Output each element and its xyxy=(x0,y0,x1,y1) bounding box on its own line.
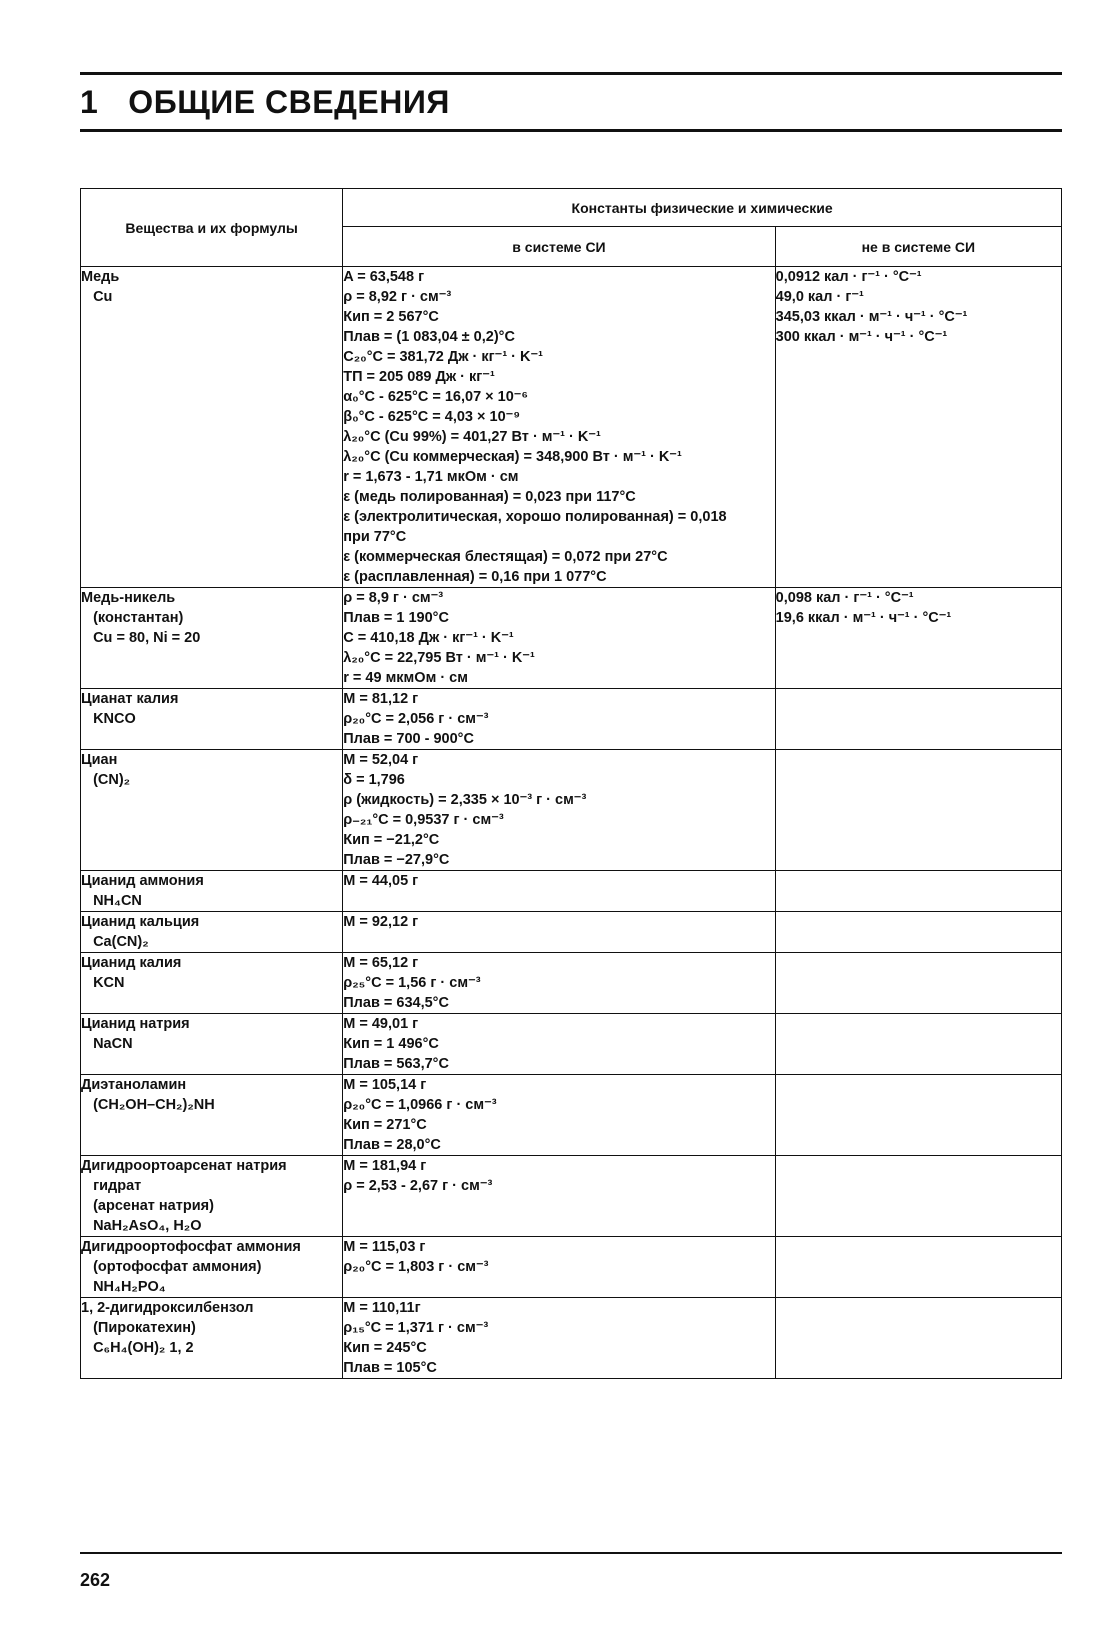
cell-line: Плав = 1 190°C xyxy=(343,610,449,626)
non-si-cell xyxy=(775,1237,1061,1298)
cell-line: M = 92,12 г xyxy=(343,914,419,930)
cell-line: Кип = 245°C xyxy=(343,1340,427,1356)
cell-line: Кип = 271°C xyxy=(343,1117,427,1133)
cell-line: ρ₂₅°C = 1,56 г · см⁻³ xyxy=(343,975,481,991)
cell-line: 19,6 ккал · м⁻¹ · ч⁻¹ · °C⁻¹ xyxy=(775,610,952,626)
cell-line: ε (электролитическая, хорошо полированная) = 0,018 xyxy=(343,509,727,525)
si-cell xyxy=(343,953,775,1014)
cell-line: ρ₂₀°C = 1,0966 г · см⁻³ xyxy=(343,1097,497,1113)
cell-line: (CH₂OH–CH₂)₂NH xyxy=(81,1097,215,1113)
substance-cell xyxy=(81,750,343,871)
cell-line: NH₄CN xyxy=(81,893,142,909)
table-row xyxy=(81,1075,1062,1156)
cell-line: C₂₀°C = 381,72 Дж · кг⁻¹ · K⁻¹ xyxy=(343,349,543,365)
cell-line: Плав = −27,9°C xyxy=(343,852,450,868)
non-si-cell xyxy=(775,1156,1061,1237)
cell-line: Плав = 105°C xyxy=(343,1360,437,1376)
cell-line: 0,0912 кал · г⁻¹ · °C⁻¹ xyxy=(775,269,922,285)
table-row xyxy=(81,953,1062,1014)
table-row xyxy=(81,750,1062,871)
non-si-cell xyxy=(775,1014,1061,1075)
chapter-number: 1 xyxy=(80,84,99,120)
cell-line: ρ = 8,92 г · см⁻³ xyxy=(343,289,452,305)
cell-line: M = 110,11г xyxy=(343,1300,421,1316)
cell-line: Цианат калия xyxy=(81,691,179,707)
cell-line: (ортофосфат аммония) xyxy=(81,1259,262,1275)
si-cell xyxy=(343,267,775,588)
non-si-cell xyxy=(775,1075,1061,1156)
substance-cell xyxy=(81,871,343,912)
header-constants: Константы физические и химические xyxy=(343,189,1062,227)
si-cell xyxy=(343,871,775,912)
cell-line: δ = 1,796 xyxy=(343,772,405,788)
substance-cell xyxy=(81,267,343,588)
cell-line: M = 52,04 г xyxy=(343,752,419,768)
header-non-si: не в системе СИ xyxy=(775,227,1061,267)
cell-line: Плав = 700 - 900°C xyxy=(343,731,474,747)
cell-line: λ₂₀°C = 22,795 Вт · м⁻¹ · K⁻¹ xyxy=(343,650,535,666)
table-row xyxy=(81,1014,1062,1075)
table-row xyxy=(81,689,1062,750)
cell-line: ТП = 205 089 Дж · кг⁻¹ xyxy=(343,369,495,385)
table-row xyxy=(81,588,1062,689)
cell-line: ρ = 8,9 г · см⁻³ xyxy=(343,590,444,606)
cell-line: Плав = 563,7°C xyxy=(343,1056,449,1072)
cell-line: ρ₋₂₁°C = 0,9537 г · см⁻³ xyxy=(343,812,504,828)
cell-line: ε (медь полированная) = 0,023 при 117°C xyxy=(343,489,636,505)
cell-line: ρ₁₅°C = 1,371 г · см⁻³ xyxy=(343,1320,489,1336)
si-cell xyxy=(343,588,775,689)
cell-line: KCN xyxy=(81,975,125,991)
cell-line: λ₂₀°C (Cu 99%) = 401,27 Вт · м⁻¹ · K⁻¹ xyxy=(343,429,601,445)
substance-cell xyxy=(81,689,343,750)
cell-line: r = 1,673 - 1,71 мкОм · см xyxy=(343,469,519,485)
si-cell xyxy=(343,1075,775,1156)
table-row xyxy=(81,1237,1062,1298)
cell-line: Медь-никель xyxy=(81,590,176,606)
cell-line: Плав = (1 083,04 ± 0,2)°C xyxy=(343,329,515,345)
table-body xyxy=(81,267,1062,1379)
cell-line: M = 105,14 г xyxy=(343,1077,427,1093)
cell-line: 49,0 кал · г⁻¹ xyxy=(775,289,864,305)
non-si-cell xyxy=(775,953,1061,1014)
si-cell xyxy=(343,912,775,953)
si-cell xyxy=(343,1237,775,1298)
substance-cell xyxy=(81,1014,343,1075)
cell-line: M = 115,03 г xyxy=(343,1239,426,1255)
cell-line: NH₄H₂PO₄ xyxy=(81,1279,166,1295)
chapter-header xyxy=(80,84,450,121)
cell-line: A = 63,548 г xyxy=(343,269,425,285)
cell-line: Плав = 634,5°C xyxy=(343,995,449,1011)
cell-line: ρ = 2,53 - 2,67 г · см⁻³ xyxy=(343,1178,493,1194)
si-cell xyxy=(343,1156,775,1237)
non-si-cell xyxy=(775,689,1061,750)
cell-line: Дигидроортоарсенат натрия xyxy=(81,1158,287,1174)
cell-line: (константан) xyxy=(81,610,184,626)
table-row xyxy=(81,267,1062,588)
header-rule xyxy=(80,129,1062,132)
si-cell xyxy=(343,1298,775,1379)
cell-line: 0,098 кал · г⁻¹ · °C⁻¹ xyxy=(775,590,914,606)
cell-line: M = 81,12 г xyxy=(343,691,419,707)
substance-cell xyxy=(81,1237,343,1298)
table-row xyxy=(81,1298,1062,1379)
page-number: 262 xyxy=(80,1570,111,1590)
non-si-cell xyxy=(775,750,1061,871)
substance-cell xyxy=(81,588,343,689)
table-row xyxy=(81,871,1062,912)
footer-rule xyxy=(80,1552,1062,1554)
cell-line: (арсенат натрия) xyxy=(81,1198,214,1214)
cell-line: ρ₂₀°C = 2,056 г · см⁻³ xyxy=(343,711,489,727)
cell-line: Медь xyxy=(81,269,120,285)
substance-cell xyxy=(81,1298,343,1379)
cell-line: NaCN xyxy=(81,1036,133,1052)
cell-line: (CN)₂ xyxy=(81,772,131,788)
cell-line: Кип = 2 567°C xyxy=(343,309,439,325)
cell-line: ρ (жидкость) = 2,335 × 10⁻³ г · см⁻³ xyxy=(343,792,587,808)
cell-line: при 77°C xyxy=(343,529,407,545)
cell-line: 345,03 ккал · м⁻¹ · ч⁻¹ · °C⁻¹ xyxy=(775,309,968,325)
cell-line: ρ₂₀°C = 1,803 г · см⁻³ xyxy=(343,1259,489,1275)
non-si-cell xyxy=(775,912,1061,953)
chapter-title: ОБЩИЕ СВЕДЕНИЯ xyxy=(128,84,450,120)
cell-line: Цианид аммония xyxy=(81,873,204,889)
cell-line: ε (расплавленная) = 0,16 при 1 077°C xyxy=(343,569,607,585)
cell-line: Цианид калия xyxy=(81,955,182,971)
cell-line: Кип = 1 496°C xyxy=(343,1036,439,1052)
substance-cell xyxy=(81,912,343,953)
cell-line: 300 ккал · м⁻¹ · ч⁻¹ · °C⁻¹ xyxy=(775,329,948,345)
substance-cell xyxy=(81,953,343,1014)
header-si: в системе СИ xyxy=(343,227,775,267)
cell-line: Кип = −21,2°C xyxy=(343,832,440,848)
cell-line: M = 65,12 г xyxy=(343,955,419,971)
constants-table xyxy=(80,188,1062,1379)
cell-line: α₀°C - 625°C = 16,07 × 10⁻⁶ xyxy=(343,389,529,405)
cell-line: Циан xyxy=(81,752,118,768)
cell-line: λ₂₀°C (Cu коммерческая) = 348,900 Вт · м⁻¹ · K⁻¹ xyxy=(343,449,682,465)
header-substances: Вещества и их формулы xyxy=(81,189,343,267)
top-rule xyxy=(80,72,1062,75)
cell-line: Cu xyxy=(81,289,113,305)
cell-line: Цианид кальция xyxy=(81,914,200,930)
cell-line: KNCO xyxy=(81,711,136,727)
cell-line: M = 181,94 г xyxy=(343,1158,427,1174)
cell-line: Диэтаноламин xyxy=(81,1077,187,1093)
si-cell xyxy=(343,750,775,871)
cell-line: (Пирокатехин) xyxy=(81,1320,196,1336)
table-row xyxy=(81,1156,1062,1237)
cell-line: Цианид натрия xyxy=(81,1016,190,1032)
substance-cell xyxy=(81,1075,343,1156)
non-si-cell xyxy=(775,871,1061,912)
non-si-cell xyxy=(775,1298,1061,1379)
cell-line: 1, 2-дигидроксилбензол xyxy=(81,1300,254,1316)
cell-line: Дигидроортофосфат аммония xyxy=(81,1239,301,1255)
cell-line: Cu = 80, Ni = 20 xyxy=(81,630,201,646)
si-cell xyxy=(343,689,775,750)
cell-line: β₀°C - 625°C = 4,03 × 10⁻⁹ xyxy=(343,409,521,425)
non-si-cell xyxy=(775,588,1061,689)
substance-cell xyxy=(81,1156,343,1237)
cell-line: Плав = 28,0°C xyxy=(343,1137,441,1153)
cell-line: Ca(CN)₂ xyxy=(81,934,149,950)
cell-line: NaH₂AsO₄, H₂O xyxy=(81,1218,202,1234)
cell-line: M = 49,01 г xyxy=(343,1016,419,1032)
non-si-cell xyxy=(775,267,1061,588)
cell-line: ε (коммерческая блестящая) = 0,072 при 27°C xyxy=(343,549,668,565)
cell-line: гидрат xyxy=(81,1178,142,1194)
cell-line: r = 49 мкмОм · см xyxy=(343,670,468,686)
cell-line: M = 44,05 г xyxy=(343,873,419,889)
cell-line: C = 410,18 Дж · кг⁻¹ · K⁻¹ xyxy=(343,630,514,646)
table-row xyxy=(81,912,1062,953)
cell-line: C₆H₄(OH)₂ 1, 2 xyxy=(81,1340,194,1356)
si-cell xyxy=(343,1014,775,1075)
